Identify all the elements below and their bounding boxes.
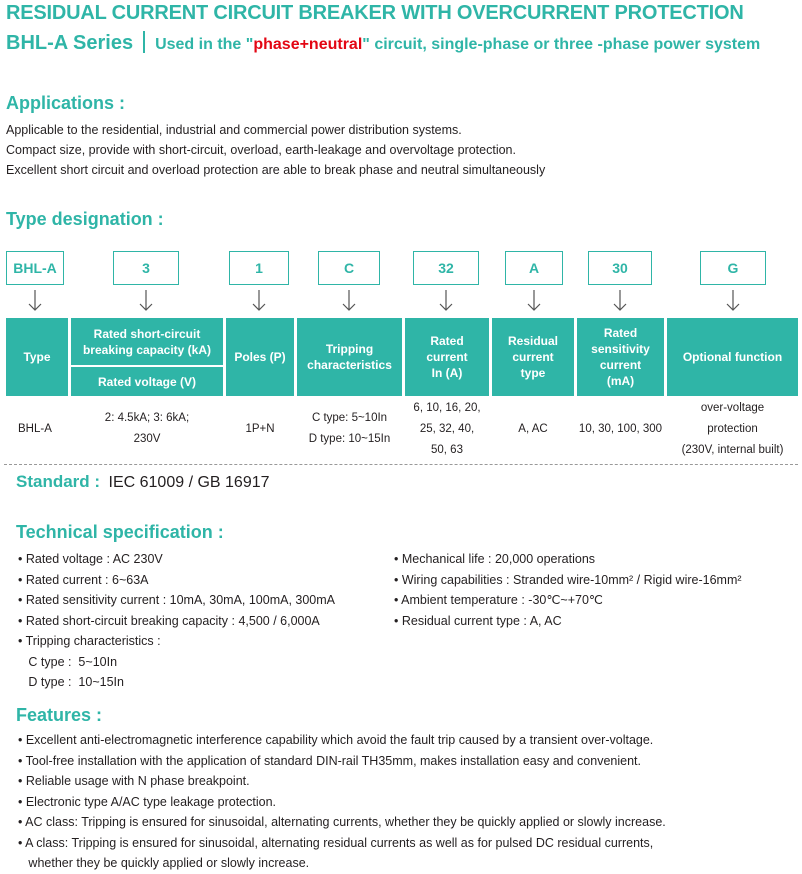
- value-current-line: 50, 63: [431, 443, 463, 456]
- series-line: [6, 31, 760, 55]
- series-description: [155, 36, 760, 53]
- value-poles: 1P+N: [245, 422, 275, 435]
- code-box-sensitivity: 30: [588, 251, 652, 285]
- value-type: BHL-A: [18, 422, 52, 435]
- arrow-down-icon: [439, 290, 453, 312]
- desc-highlight: phase+neutral: [253, 36, 363, 53]
- applications-line-2: Compact size, provide with short-circuit, overload, earth-leakage and overvoltage protection.: [6, 143, 516, 157]
- page-title: RESIDUAL CURRENT CIRCUIT BREAKER WITH OVERCURRENT PROTECTION: [6, 2, 744, 24]
- value-optional-line: over-voltage: [700, 401, 765, 414]
- spec-item: • Rated current : 6~63A: [18, 572, 149, 587]
- value-residual: A, AC: [518, 422, 548, 435]
- code-box-poles: 1: [229, 251, 289, 285]
- applications-line-3: Excellent short circuit and overload protection are able to break phase and neutral simultaneously: [6, 163, 546, 177]
- spec-item: • Residual current type : A, AC: [394, 613, 562, 628]
- feature-item: • A class: Tripping is ensured for sinusoidal, alternating residual currents as well as for pulsed DC residual currents,: [18, 835, 654, 850]
- value-current-line: 6, 10, 16, 20,: [413, 401, 481, 414]
- arrow-down-icon: [527, 290, 541, 312]
- arrow-down-icon: [28, 290, 42, 312]
- value-capacity: [71, 398, 223, 460]
- code-box-capacity: 3: [113, 251, 179, 285]
- standard-line: [16, 472, 270, 492]
- spec-item: C type : 5~10In: [18, 654, 118, 669]
- value-optional-line: (230V, internal built): [681, 443, 784, 456]
- applications-heading: Applications :: [6, 93, 126, 113]
- value-optional: [667, 398, 798, 460]
- header-type: Type: [6, 318, 68, 396]
- value-voltage-line: 230V: [133, 433, 161, 445]
- code-box-optional: G: [700, 251, 766, 285]
- series-name: BHL-A Series: [6, 32, 134, 54]
- applications-line-1: Applicable to the residential, industrial and commercial power distribution systems.: [6, 123, 462, 137]
- value-current-line: 25, 32, 40,: [419, 422, 475, 435]
- value-optional-line: protection: [707, 422, 758, 435]
- value-tripping-d: D type: 10~15In: [308, 433, 391, 445]
- arrow-down-icon: [342, 290, 356, 312]
- standard-value: IEC 61009 / GB 16917: [108, 474, 270, 491]
- spec-item: • Mechanical life : 20,000 operations: [394, 552, 596, 566]
- arrow-down-icon: [613, 290, 627, 312]
- header-current: Rated current In (A): [405, 318, 489, 396]
- header-tripping: Tripping characteristics: [297, 318, 402, 396]
- header-capacity: Rated short-circuit breaking capacity (kA): [71, 318, 223, 365]
- spec-item: • Wiring capabilities : Stranded wire-10mm² / Rigid wire-16mm²: [394, 572, 742, 587]
- code-box-residual: A: [505, 251, 563, 285]
- feature-item: • AC class: Tripping is ensured for sinusoidal, alternating currents, whether they be quickly applied or slowly increase.: [18, 815, 666, 829]
- header-voltage: Rated voltage (V): [71, 367, 223, 396]
- arrow-down-icon: [139, 290, 153, 312]
- spec-item: • Rated short-circuit breaking capacity : 4,500 / 6,000A: [18, 613, 320, 628]
- header-poles: Poles (P): [226, 318, 294, 396]
- series-divider: [143, 31, 145, 53]
- arrow-down-icon: [726, 290, 740, 312]
- code-box-tripping: C: [318, 251, 380, 285]
- desc-prefix: Used in the ": [155, 36, 254, 53]
- spec-item: • Rated sensitivity current : 10mA, 30mA, 100mA, 300mA: [18, 593, 336, 607]
- header-optional: Optional function: [667, 318, 798, 396]
- technical-heading: Technical specification :: [16, 522, 224, 542]
- feature-item: • Tool-free installation with the application of standard DIN-rail TH35mm, makes installation easy and convenient.: [18, 753, 641, 768]
- header-residual: Residual current type: [492, 318, 574, 396]
- header-sensitivity: Rated sensitivity current (mA): [577, 318, 664, 396]
- spec-item: • Rated voltage : AC 230V: [18, 552, 163, 566]
- spec-item: D type : 10~15In: [18, 675, 124, 689]
- code-box-type: BHL-A: [6, 251, 64, 285]
- type-designation-heading: Type designation :: [6, 209, 164, 229]
- value-tripping: [297, 398, 402, 460]
- feature-item: • Reliable usage with N phase breakpoint.: [18, 774, 250, 788]
- section-divider: [4, 464, 798, 465]
- spec-item: • Ambient temperature : -30℃~+70℃: [394, 593, 603, 607]
- value-sensitivity: 10, 30, 100, 300: [578, 422, 663, 435]
- feature-item: • Electronic type A/AC type leakage protection.: [18, 794, 276, 809]
- arrow-down-icon: [252, 290, 266, 312]
- value-current: [405, 398, 489, 460]
- code-box-current: 32: [413, 251, 479, 285]
- features-list: [18, 730, 666, 874]
- technical-right-list: [394, 549, 742, 631]
- features-heading: Features :: [16, 705, 103, 725]
- feature-item: whether they be quickly applied or slowly increase.: [18, 856, 310, 870]
- value-capacity-line: 2: 4.5kA; 3: 6kA;: [104, 412, 190, 424]
- spec-item: • Tripping characteristics :: [18, 634, 161, 648]
- value-tripping-c: C type: 5~10In: [311, 412, 388, 424]
- feature-item: • Excellent anti-electromagnetic interference capability which avoid the fault trip caused by a transient over-voltage.: [18, 733, 654, 747]
- technical-left-list: [18, 549, 335, 693]
- desc-suffix: " circuit, single-phase or three -phase power system: [362, 36, 761, 53]
- standard-label: Standard :: [16, 472, 101, 491]
